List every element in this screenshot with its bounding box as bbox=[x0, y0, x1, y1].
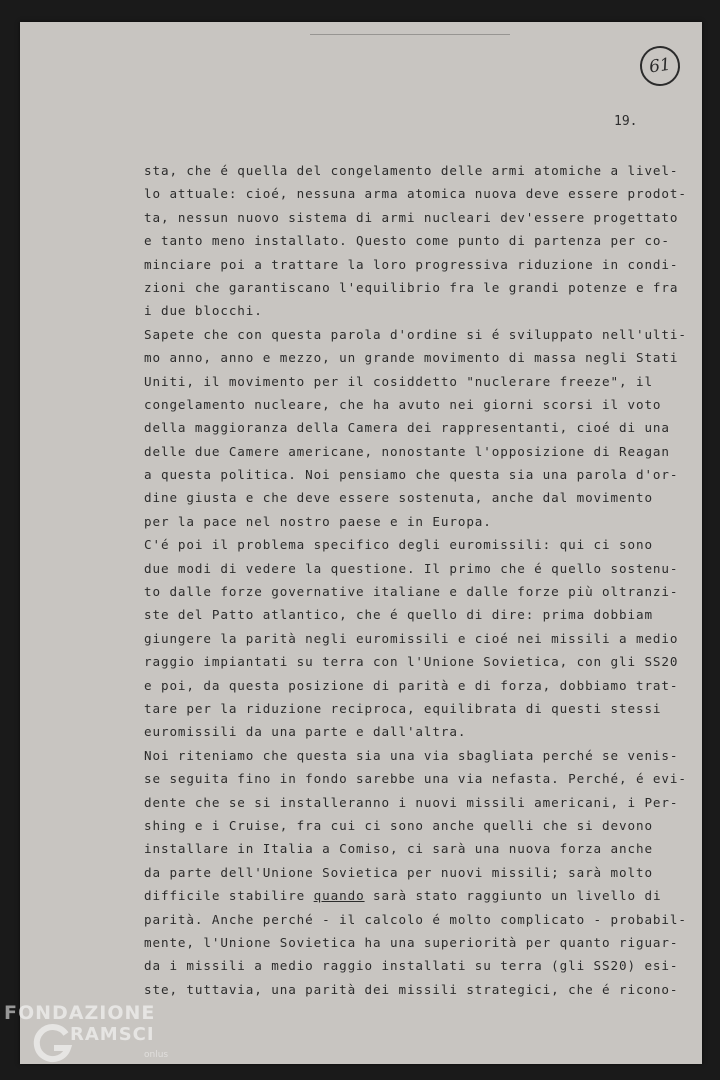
text-line: se seguita fino in fondo sarebbe una via nefasta. Perché, é evi- bbox=[144, 771, 687, 787]
scan-edge-line bbox=[310, 34, 510, 35]
text-line: a questa politica. Noi pensiamo che questa sia una parola d'or- bbox=[144, 467, 679, 483]
text-line: Uniti, il movimento per il cosiddetto "nuclerare freeze", il bbox=[144, 373, 653, 389]
text-line: installare in Italia a Comiso, ci sarà una nuova forza anche bbox=[144, 841, 653, 857]
text-line: sta, che é quella del congelamento delle armi atomiche a livel- bbox=[144, 163, 679, 178]
text-line: da i missili a medio raggio installati su terra (gli SS20) esi- bbox=[144, 958, 679, 974]
text-line: ste del Patto atlantico, che é quello di dire: prima dobbiam bbox=[144, 607, 653, 623]
text-line: zioni che garantiscano l'equilibrio fra le grandi potenze e fra bbox=[144, 279, 679, 295]
text-line: minciare poi a trattare la loro progressiva riduzione in condi- bbox=[144, 256, 679, 272]
text-line: congelamento nucleare, che ha avuto nei giorni scorsi il voto bbox=[144, 396, 662, 412]
text-line: C'é poi il problema specifico degli euromissili: qui ci sono bbox=[144, 537, 653, 553]
watermark-small: onlus bbox=[144, 1050, 169, 1060]
text-line: Noi riteniamo che questa sia una via sbagliata perché se venis- bbox=[144, 747, 679, 763]
watermark-line2: RAMSCI bbox=[70, 1024, 155, 1045]
text-line: e poi, da questa posizione di parità e di forza, dobbiamo trat- bbox=[144, 677, 679, 693]
archive-number-stamp bbox=[637, 43, 682, 88]
gramsci-g-logo-icon bbox=[30, 1022, 74, 1066]
text-line: euromissili da una parte e dall'altra. bbox=[144, 724, 467, 740]
archive-number: 61 bbox=[647, 54, 673, 78]
typewritten-text bbox=[144, 159, 687, 1001]
watermark-line1: FONDAZIONE bbox=[4, 1002, 156, 1024]
text-line: due modi di vedere la questione. Il primo che é quello sostenu- bbox=[144, 560, 679, 576]
text-line: ste, tuttavia, una parità dei missili strategici, che é ricono- bbox=[144, 981, 679, 997]
underlined-word: quando bbox=[313, 888, 365, 904]
text-line: raggio impiantati su terra con l'Unione Sovietica, con gli SS20 bbox=[144, 654, 679, 670]
document-page bbox=[20, 22, 702, 1064]
text-line: da parte dell'Unione Sovietica per nuovi missili; sarà molto bbox=[144, 864, 653, 880]
text-line: mente, l'Unione Sovietica ha una superiorità per quanto riguar- bbox=[144, 934, 679, 950]
text-line: dente che se si installeranno i nuovi missili americani, i Per- bbox=[144, 794, 679, 810]
text-line: Sapete che con questa parola d'ordine si é sviluppato nell'ulti- bbox=[144, 326, 687, 342]
text-line: difficile stabilire quando sarà stato raggiunto un livello di bbox=[144, 888, 662, 904]
text-line: tare per la riduzione reciproca, equilibrata di questi stessi bbox=[144, 700, 662, 716]
text-line: ta, nessun nuovo sistema di armi nucleari dev'essere progettato bbox=[144, 209, 679, 225]
text-line: e tanto meno installato. Questo come punto di partenza per co- bbox=[144, 233, 670, 249]
page-number: 19. bbox=[614, 114, 638, 129]
text-line: della maggioranza della Camera dei rappresentanti, cioé di una bbox=[144, 420, 670, 436]
fondazione-gramsci-watermark bbox=[4, 1000, 194, 1080]
text-line: mo anno, anno e mezzo, un grande movimento di massa negli Stati bbox=[144, 350, 679, 366]
text-line: lo attuale: cioé, nessuna arma atomica nuova deve essere prodot- bbox=[144, 186, 687, 202]
text-line: dine giusta e che deve essere sostenuta, anche dal movimento bbox=[144, 490, 653, 506]
text-line: giungere la parità negli euromissili e cioé nei missili a medio bbox=[144, 630, 679, 646]
text-line: parità. Anche perché - il calcolo é molto complicato - probabil- bbox=[144, 911, 687, 927]
text-line: per la pace nel nostro paese e in Europa. bbox=[144, 513, 492, 529]
text-line: delle due Camere americane, nonostante l'opposizione di Reagan bbox=[144, 443, 670, 459]
text-line: i due blocchi. bbox=[144, 303, 263, 319]
text-line: shing e i Cruise, fra cui ci sono anche quelli che si devono bbox=[144, 817, 653, 833]
text-line: to dalle forze governative italiane e dalle forze più oltranzi- bbox=[144, 584, 679, 600]
